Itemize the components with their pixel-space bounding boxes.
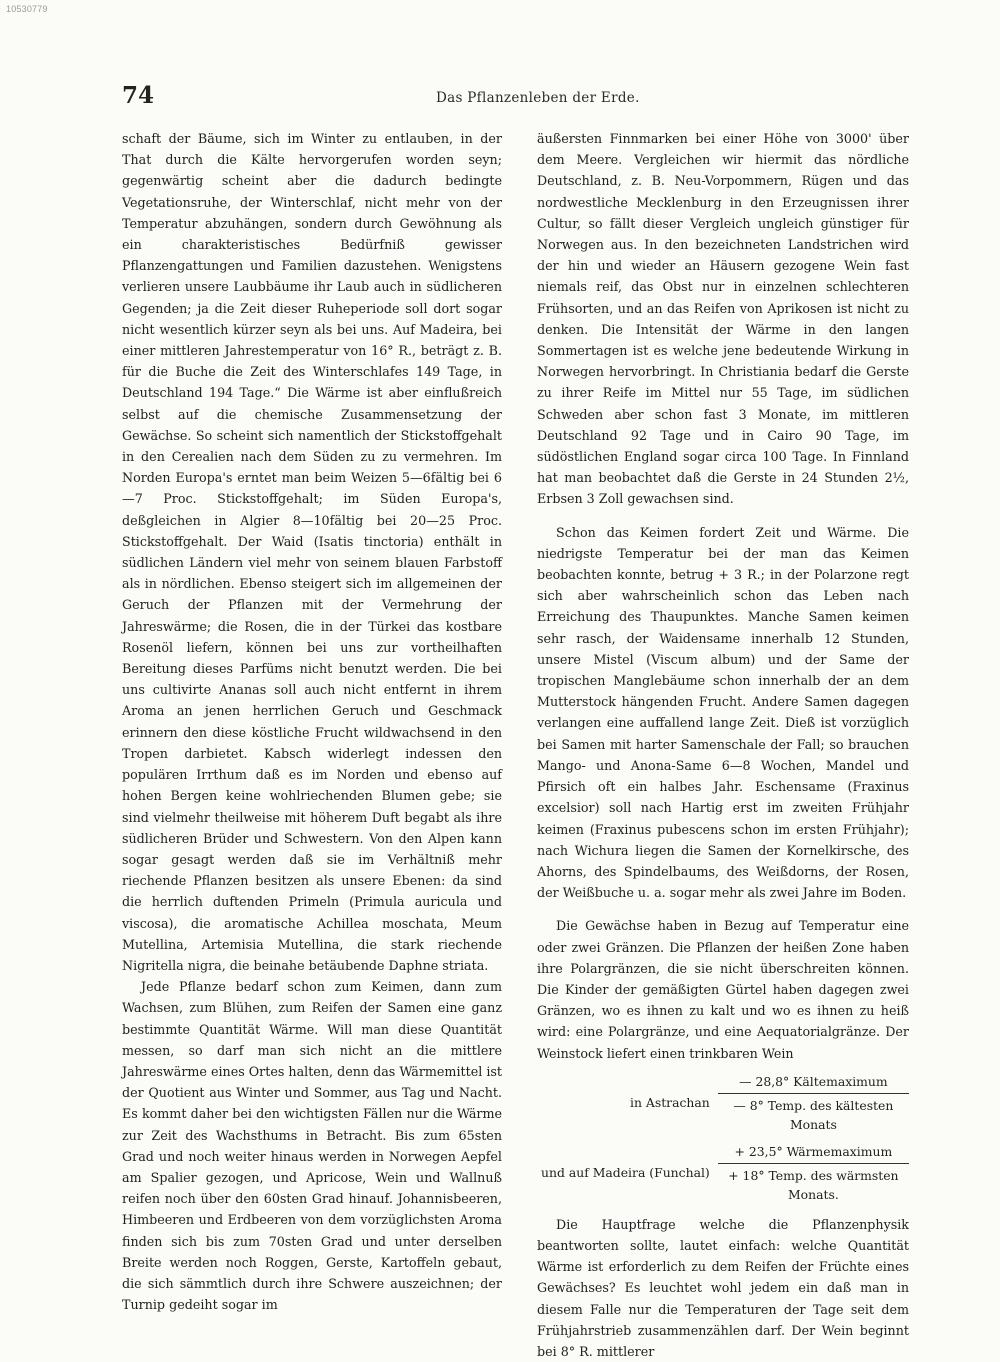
formula-numerator: — 28,8° Kältemaximum — [718, 1072, 909, 1094]
formula-label-madeira: und auf Madeira (Funchal) — [541, 1165, 710, 1181]
paragraph: Die Gewächse haben in Bezug auf Temperatur eine oder zwei Gränzen. Die Pflanzen der heißen Zone haben ihre Polargränzen, die sie nicht überschreiten können. Die Kinder der gemäßigten Gürtel haben dagegen zwei Gränzen, wo es ihnen zu kalt und wo es ihnen zu heiß wird: eine Polargränze, und eine Aequatorialgränze. Der Weinstock liefert einen trinkbaren Wein — [537, 918, 909, 1061]
formula-denominator: + 18° Temp. des wärmsten Monats. — [728, 1167, 899, 1202]
paragraph: äußersten Finnmarken bei einer Höhe von 3000' über dem Meere. Vergleichen wir hiermit das nördliche Deutschland, z. B. Neu-Vorpommern, Rügen und das nordwestliche Mecklenburg in den Erzeugnissen ihrer Cultur, so fällt dieser Vergleich ungleich günstiger für Norwegen aus. In den bezeichneten Landstrichen wird der hin und wieder an Häusern gezogene Wein fast niemals reif, das Obst nur in einzelnen schlechteren Frühsorten, und an das Reifen von Aprikosen ist nicht zu denken. Die Intensität der Wärme in den langen Sommertagen ist es welche jene bedeutende Wirkung in Norwegen hervorbringt. In Christiania bedarf die Gerste zu ihrer Reife im Mittel nur 55 Tage, im südlichen Schweden aber schon fast 3 Monate, im mittleren Deutschland 92 Tage und in Cairo 90 Tage, im südöstlichen England sogar circa 100 Tage. In Finnland hat man beobachtet daß die Gerste in 24 Stunden 2½, Erbsen 3 Zoll gewachsen sind. — [537, 131, 909, 507]
formula-denominator: — 8° Temp. des kältesten Monats — [733, 1097, 894, 1132]
paragraph: Die Hauptfrage welche die Pflanzenphysik beantworten sollte, lautet einfach: welche Quantität Wärme ist erforderlich zu dem Reifen der Früchte eines Gewächses? Es leuchtet wohl jedem ein daß man in diesem Falle nur die Temperaturen der Tage seit dem Frühjahrstrieb zusammenzählen darf. Der Wein beginnt bei 8° R. mittlerer — [537, 1216, 909, 1359]
scan-identifier: 10530779 — [6, 4, 48, 14]
formula-label-astrachan: in Astrachan — [630, 1095, 710, 1111]
paragraph: Schon das Keimen fordert Zeit und Wärme. Die niedrigste Temperatur bei der man das Keimen beobachten konnte, betrug + 3 R.; in der Polarzone regt sich aber wahrscheinlich schon das Leben nach Erreichung des Thaupunktes. Manche Samen keimen sehr rasch, der Waidensame innerhalb 12 Stunden, unsere Mistel (Viscum album) und der Same der tropischen Manglebäume schon innerhalb der an dem Mutterstock hängenden Frucht. Andere Samen dagegen verlangen eine auffallend lange Zeit. Dieß ist vorzüglich bei Samen mit harter Samenschale der Fall; so brauchen Mango- und Anona-Same 6—8 Wochen, Mandel und Pfirsich oft ein halbes Jahr. Eschensame (Fraxinus excelsior) soll nach Hartig erst im zweiten Frühjahr keimen (Fraxinus pubescens schon im ersten Frühjahr); nach Wichura liegen die Samen der Kornelkirsche, des Ahorns, des Spindelbaums, des Weißdorns, der Rosen, der Weißbuche u. a. sogar mehr als zwei Jahre im Boden. — [537, 524, 909, 901]
paragraph: Jede Pflanze bedarf schon zum Keimen, dann zum Wachsen, zum Blühen, zum Reifen der Samen eine ganz bestimmte Quantität Wärme. Will man diese Quantität messen, so darf man sich nicht an die mittlere Jahreswärme eines Ortes halten, denn das Wärmemittel ist der Quotient aus Winter und Sommer, aus Tag und Nacht. Es kommt daher bei den wichtigsten Fällen nur die Wärme zur Zeit des Wachsthums in Betracht. Bis zum 65sten Grad und noch weiter hinaus werden in Norwegen Aepfel am Spalier gezogen, und Apricose, Wein und Wallnuß reifen noch über den 60sten Grad hinauf. Johannisbeeren, Himbeeren und Erdbeeren von dem vorzüglichsten Aroma finden sich bis zum 70sten Grad und unter derselben Breite werden noch Roggen, Gerste, Kartoffeln gebaut, die sich sämmtlich durch ihre Schwere auszeichnen; der Turnip gedeiht sogar im — [122, 979, 502, 1313]
formula-numerator: + 23,5° Wärmemaximum — [718, 1142, 909, 1164]
temperature-fraction-block — [537, 1072, 909, 1204]
running-title: Das Pflanzenleben der Erde. — [436, 90, 640, 106]
paragraph: schaft der Bäume, sich im Winter zu entlauben, in der That durch die Kälte hervorgerufen worden seyn; gegenwärtig scheint aber die dadurch bedingte Vegetationsruhe, der Winterschlaf, nicht mehr von der Temperatur abzuhängen, sondern durch Gewöhnung als ein charakteristisches Bedürfniß gewisser Pflanzengattungen und Familien dazustehen. Wenigstens verlieren unsere Laubbäume ihr Laub auch in südlicheren Gegenden; ja die Zeit dieser Ruheperiode soll dort sogar nicht wesentlich kürzer seyn als bei uns. Auf Madeira, bei einer mittleren Jahrestemperatur von 16° R., beträgt z. B. für die Buche die Zeit des Winterschlafes 149 Tage, in Deutschland 194 Tage.“ Die Wärme ist aber einflußreich selbst auf die chemische Zusammensetzung der Gewächse. So scheint sich namentlich der Stickstoffgehalt in den Cerealien nach dem Süden zu zu vermehren. Im Norden Europa's erntet man beim Weizen 5—6fältig bei 6—7 Proc. Stickstoffgehalt; im Süden Europa's, deßgleichen in Algier 8—10fältig bei 20—25 Proc. Stickstoffgehalt. Der Waid (Isatis tinctoria) enthält in südlichen Ländern viel mehr von seinem blauen Farbstoff als in nördlichen. Ebenso steigert sich im allgemeinen der Geruch der Pflanzen mit der Vermehrung der Jahreswärme; die Rosen, die in der Türkei das kostbare Rosenöl liefern, können bei uns zur vortheilhaften Bereitung dieses Parfüms nicht benutzt werden. Die bei uns cultivirte Ananas soll auch nicht entfernt in ihrem Aroma an jenen herrlichen Geruch und Geschmack erinnern den diese köstliche Frucht wildwachsend in den Tropen darbietet. Kabsch widerlegt indessen den populären Irrthum daß es im Norden und ebenso auf hohen Bergen keine wohlriechenden Blumen gebe; sie sind vielmehr theilweise mit höherem Duft begabt als ihre südlicheren Brüder und Schwestern. Von den Alpen kann sogar gesagt werden daß sie im Verhältniß mehr riechende Pflanzen besitzen als unsere Ebenen: da sind die herrlich duftenden Primeln (Primula auricula und viscosa), die aromatische Achillea moschata, Meum Mutellina, Artemisia Mutellina, die stark riechende Nigritella nigra, die beinahe betäubende Daphne striata. — [122, 131, 502, 973]
page-number: 74 — [122, 82, 155, 109]
temperature-fractions — [537, 1072, 909, 1204]
right-text-column — [537, 128, 909, 1362]
left-text-column — [122, 128, 502, 1315]
